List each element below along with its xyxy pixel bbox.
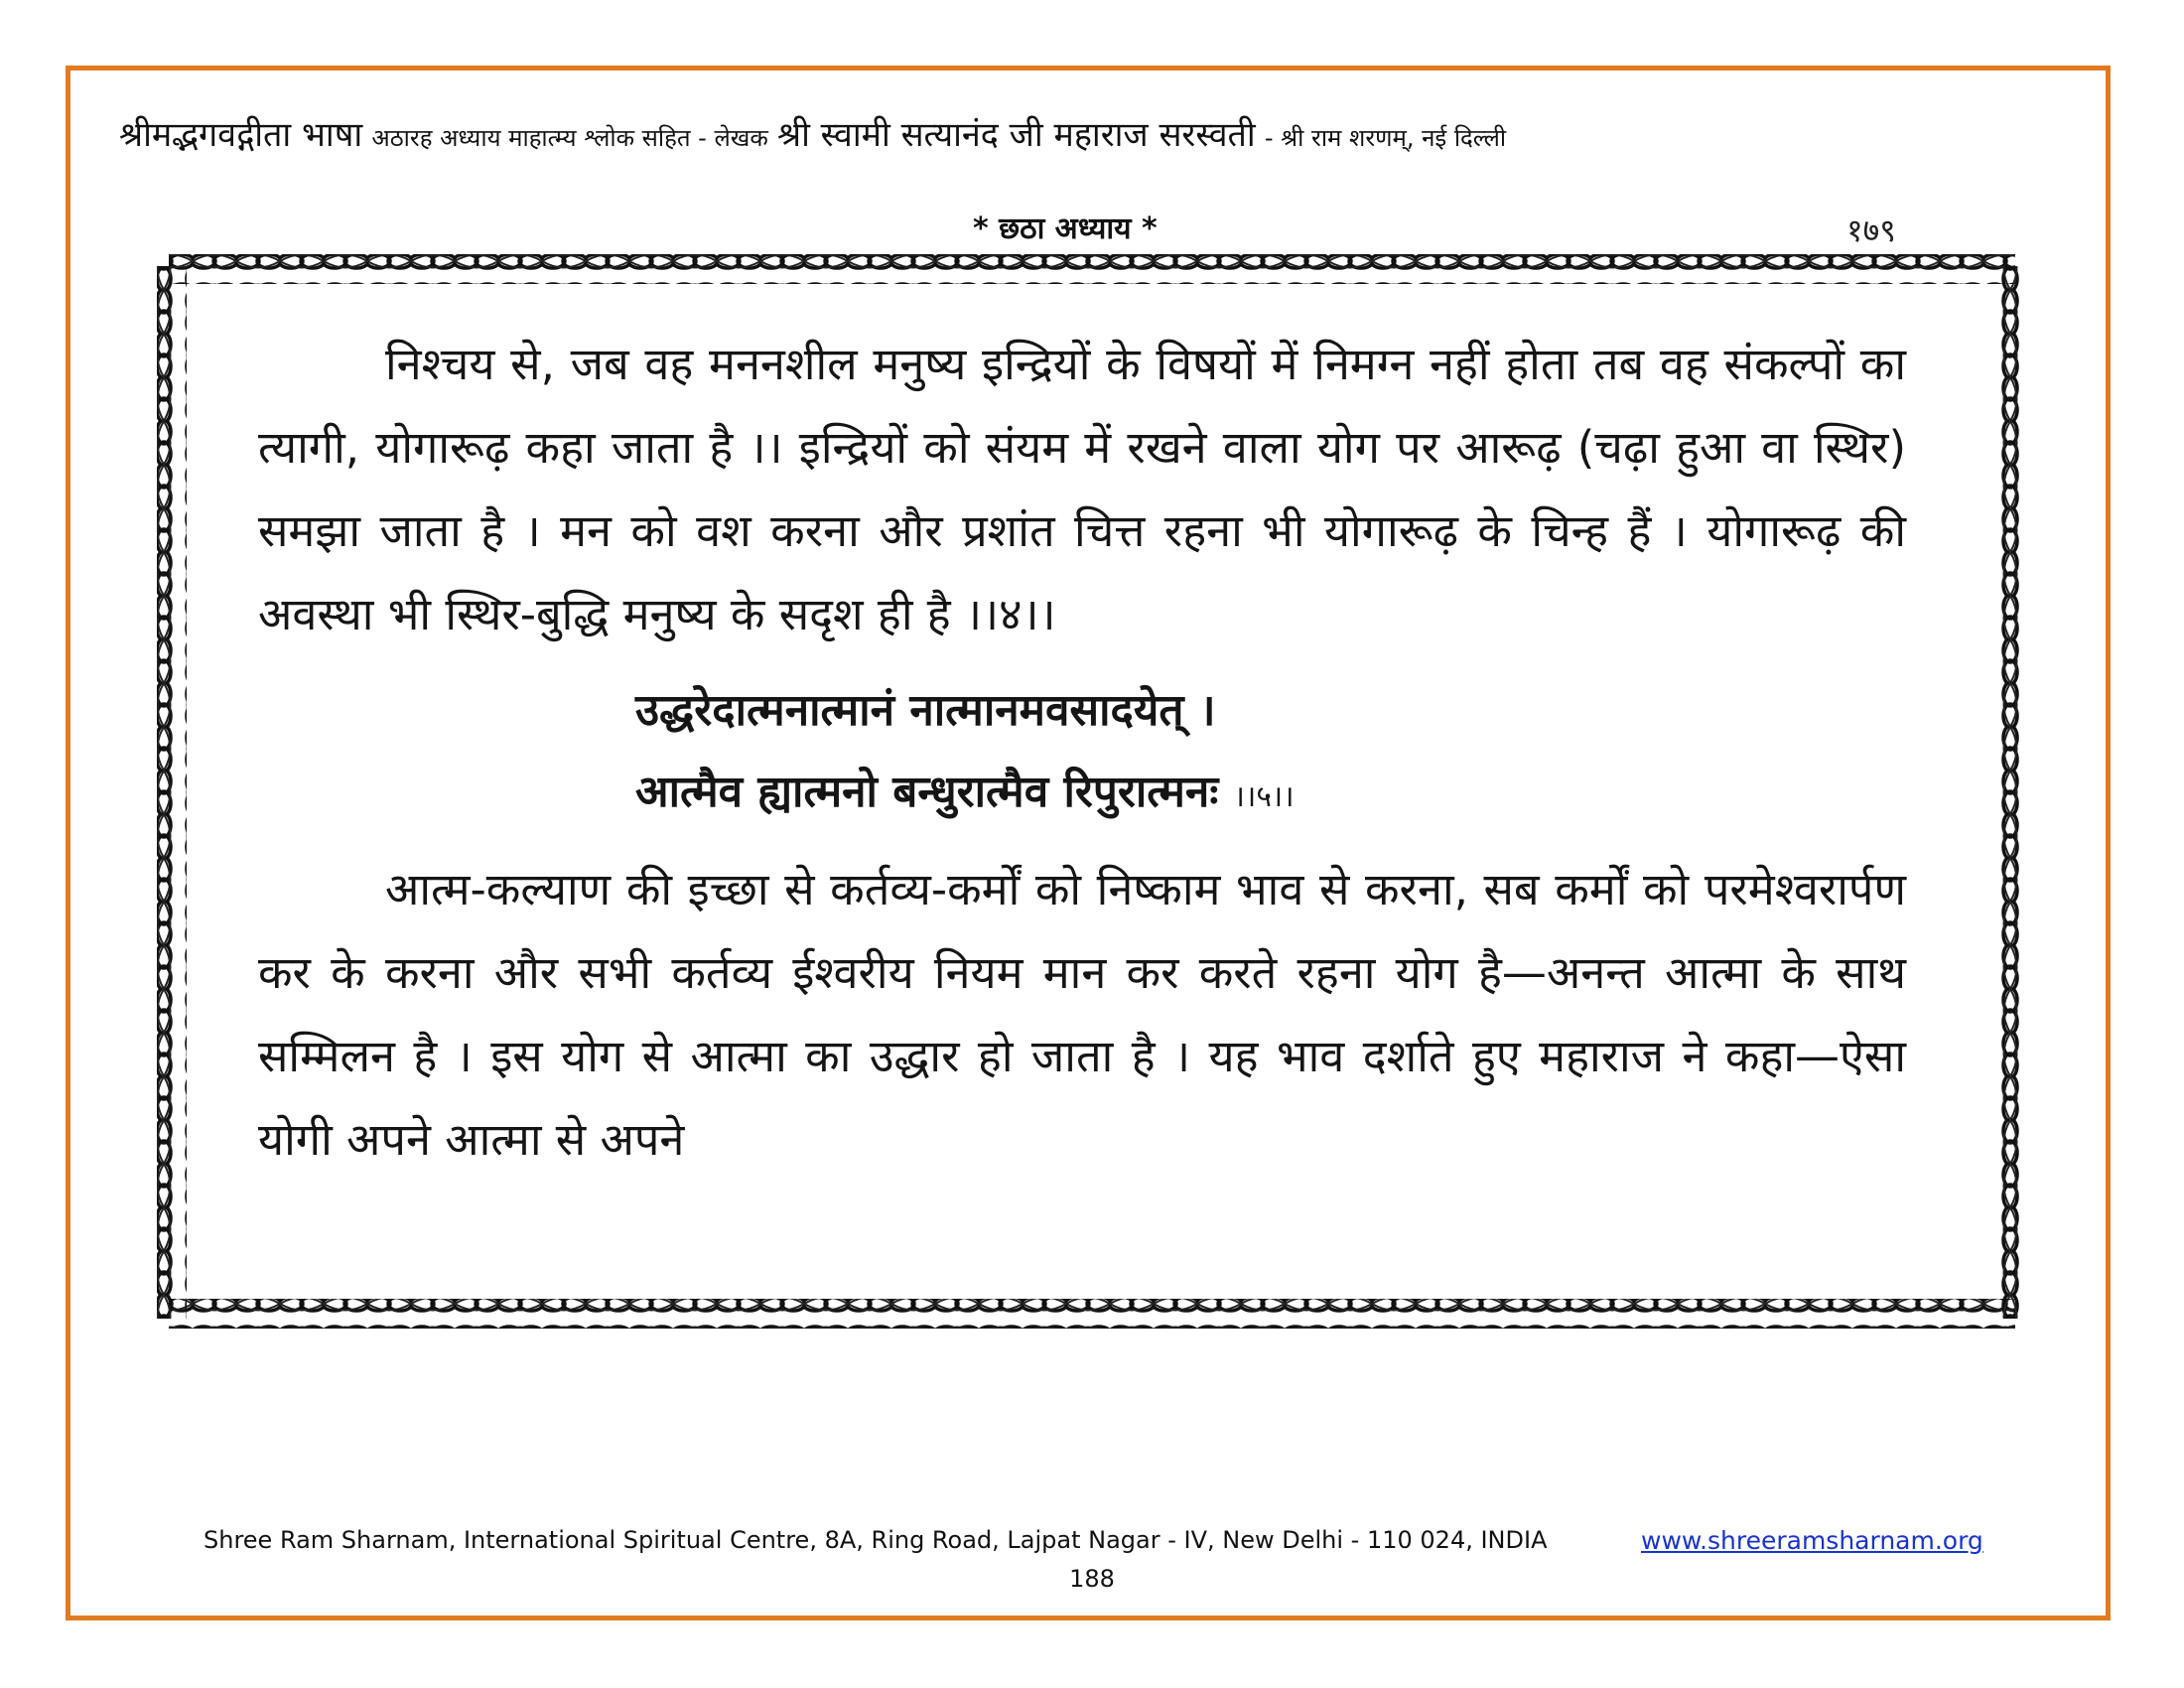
- header-book-title: श्रीमद्भगवद्गीता भाषा: [119, 115, 363, 155]
- border-left: [157, 266, 187, 1319]
- scanned-page: [149, 199, 2035, 1350]
- verse-number: ।।५।।: [1233, 779, 1295, 814]
- header-author: श्री स्वामी सत्यानंद जी महाराज सरस्वती: [777, 115, 1256, 155]
- footer-address: Shree Ram Sharnam, International Spiritual Centre, 8A, Ring Road, Lajpat Nagar - IV, New Delhi - 110 024, INDIA: [204, 1526, 1548, 1554]
- paragraph-2: आत्म-कल्याण की इच्छा से कर्तव्य-कर्मों को निष्काम भाव से करना, सब कर्मों को परमेश्वरार्पण कर के करना और सभी कर्तव्य ईश्वरीय नियम मान कर करते रहना योग है—अनन्त आत्मा के साथ सम्मिलन है । इस योग से आत्मा का उद्धार हो जाता है । यह भाव दर्शाते हुए महाराज ने कहा—ऐसा योगी अपने आत्मा से अपने: [258, 863, 1906, 1166]
- border-bottom: [169, 1299, 2015, 1329]
- running-header: [119, 115, 2085, 158]
- verse-line-1: उद्धरेदात्मनात्मानं नात्मानमवसादयेत् ।: [635, 685, 1216, 736]
- verse-line-2: [258, 752, 1906, 838]
- footer-page-number: 188: [1069, 1565, 1115, 1593]
- header-publisher: - श्री राम शरणम्, नई दिल्ली: [1264, 124, 1507, 152]
- verse-line-2-text: आत्मैव ह्यात्मनो बन्धुरात्मैव रिपुरात्मनः: [635, 767, 1219, 817]
- border-right: [1997, 266, 2027, 1319]
- border-top: [169, 254, 2015, 284]
- scan-page-number: १७९: [1846, 211, 1896, 249]
- footer-website-link[interactable]: www.shreeramsharnam.org: [1641, 1526, 1983, 1555]
- text-block: [258, 323, 1906, 1182]
- header-subtitle: अठारह अध्याय माहात्म्य श्लोक सहित - लेखक: [371, 124, 768, 152]
- paragraph-1: निश्चय से, जब वह मननशील मनुष्य इन्द्रियों के विषयों में निमग्न नहीं होता तब वह संकल्पों का त्यागी, योगारूढ़ कहा जाता है ।। इन्द्रियों को संयम में रखने वाला योग पर आरूढ़ (चढ़ा हुआ वा स्थिर) समझा जाता है । मन को वश करना और प्रशांत चित्त रहना भी योगारूढ़ के चिन्ह हैं । योगारूढ़ की अवस्था भी स्थिर-बुद्धि मनुष्य के सदृश ही है ।।४।।: [258, 338, 1906, 640]
- chapter-heading: * छठा अध्याय *: [973, 211, 1158, 246]
